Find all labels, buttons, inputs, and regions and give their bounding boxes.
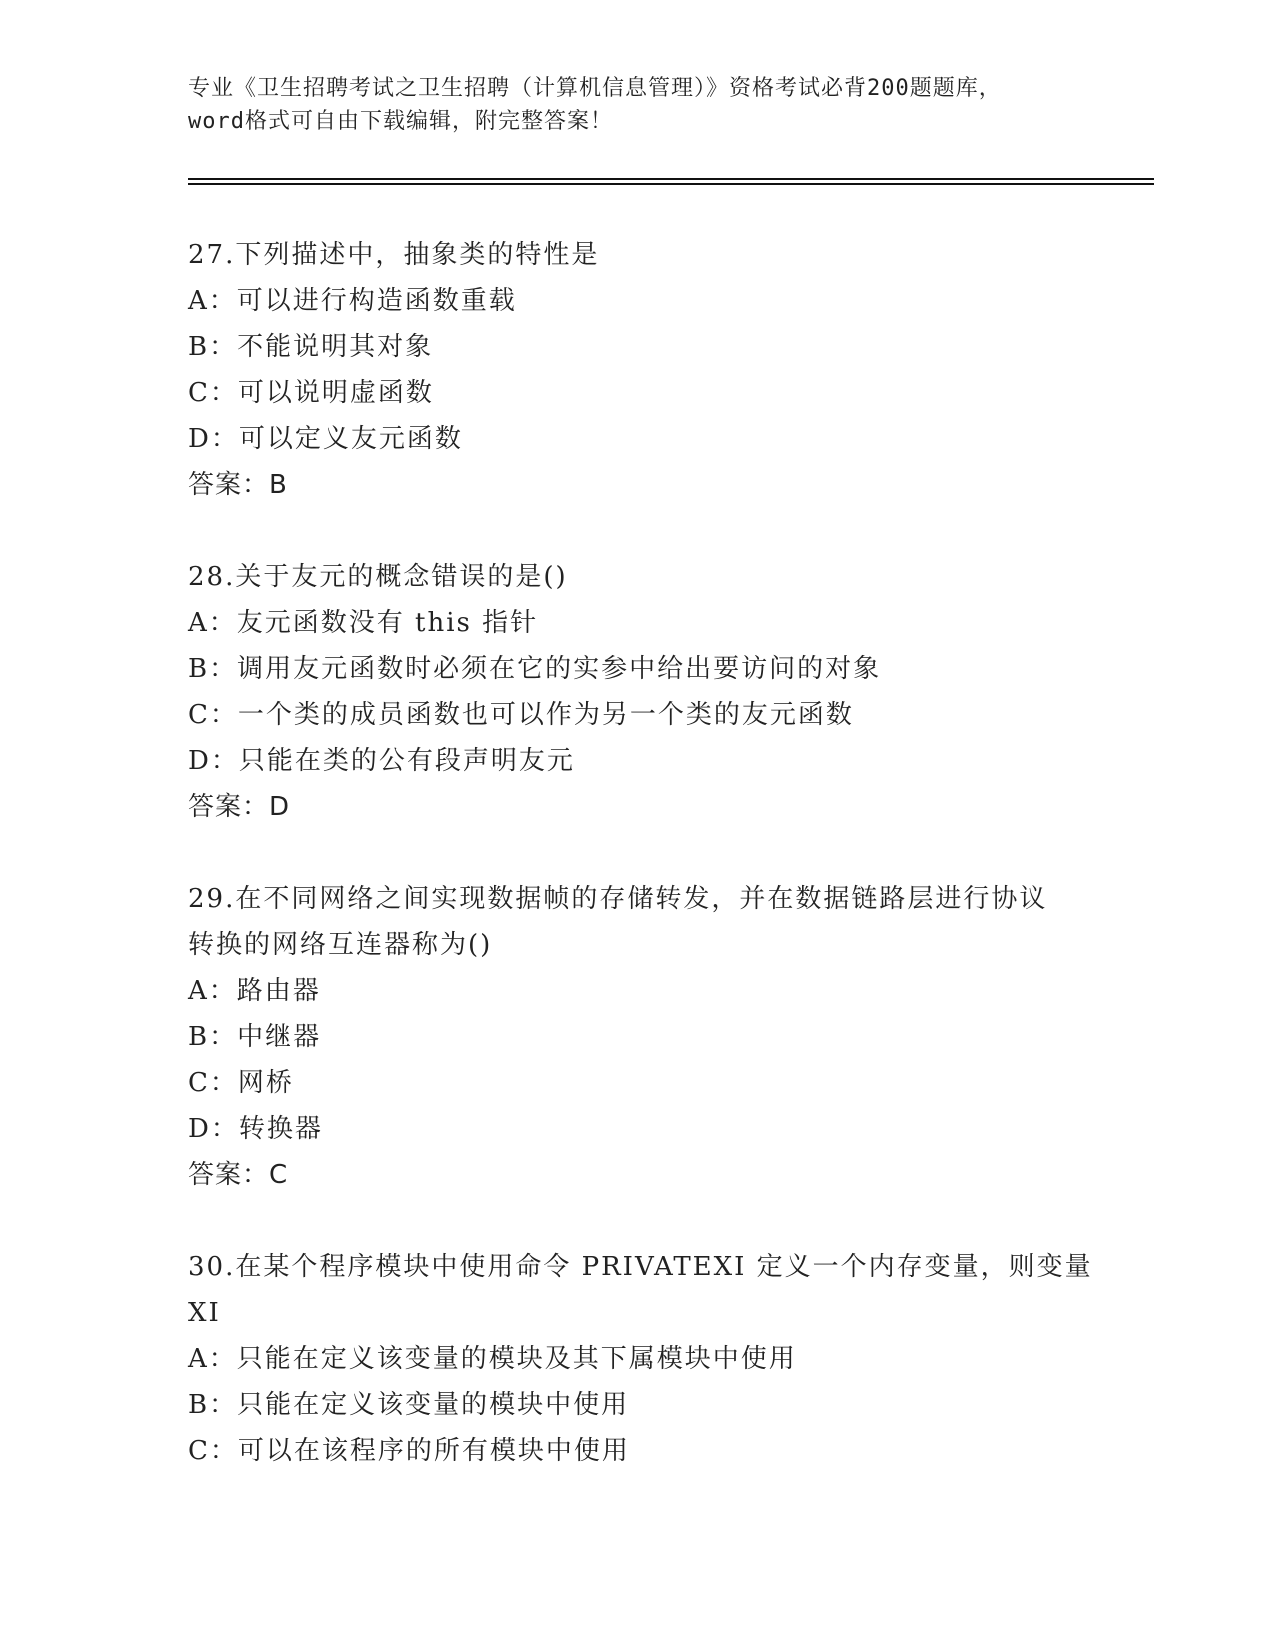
question-stem-line-2: XI — [188, 1298, 221, 1328]
option-b: B：不能说明其对象 — [188, 332, 434, 362]
option-c: C：网桥 — [188, 1068, 294, 1098]
option-a: A：可以进行构造函数重载 — [188, 286, 517, 316]
option-a: A：友元函数没有 this 指针 — [188, 608, 539, 638]
question-stem: 28.关于友元的概念错误的是() — [188, 562, 568, 592]
option-c: C：可以在该程序的所有模块中使用 — [188, 1436, 630, 1466]
header-divider-top — [188, 178, 1154, 180]
option-b: B：中继器 — [188, 1022, 322, 1052]
answer-label: 答案：B — [188, 470, 288, 500]
question-stem-line-1: 30.在某个程序模块中使用命令 PRIVATEXI 定义一个内存变量，则变量 — [188, 1252, 1093, 1282]
option-d: D：可以定义友元函数 — [188, 424, 463, 454]
question-stem-line-1: 29.在不同网络之间实现数据帧的存储转发，并在数据链路层进行协议 — [188, 884, 1048, 914]
question-list — [188, 232, 1148, 1520]
answer-label: 答案：C — [188, 1160, 289, 1190]
answer-label: 答案：D — [188, 792, 291, 822]
option-c: C：一个类的成员函数也可以作为另一个类的友元函数 — [188, 700, 854, 730]
question-stem: 27.下列描述中，抽象类的特性是 — [188, 240, 600, 270]
option-b: B：只能在定义该变量的模块中使用 — [188, 1390, 630, 1420]
header-title-line-1: 专业《卫生招聘考试之卫生招聘（计算机信息管理）》资格考试必背200题题库， — [188, 76, 1002, 101]
header-divider-bottom — [188, 183, 1154, 185]
question-28 — [188, 554, 1148, 830]
option-b: B：调用友元函数时必须在它的实参中给出要访问的对象 — [188, 654, 882, 684]
option-a: A：只能在定义该变量的模块及其下属模块中使用 — [188, 1344, 797, 1374]
option-c: C：可以说明虚函数 — [188, 378, 434, 408]
question-27 — [188, 232, 1148, 508]
question-stem-line-2: 转换的网络互连器称为() — [188, 930, 493, 960]
question-30 — [188, 1244, 1148, 1474]
option-d: D：只能在类的公有段声明友元 — [188, 746, 575, 776]
header-title-line-2: word格式可自由下载编辑，附完整答案！ — [188, 109, 613, 134]
option-a: A：路由器 — [188, 976, 321, 1006]
option-d: D：转换器 — [188, 1114, 323, 1144]
document-header — [188, 72, 1088, 138]
question-29 — [188, 876, 1148, 1198]
